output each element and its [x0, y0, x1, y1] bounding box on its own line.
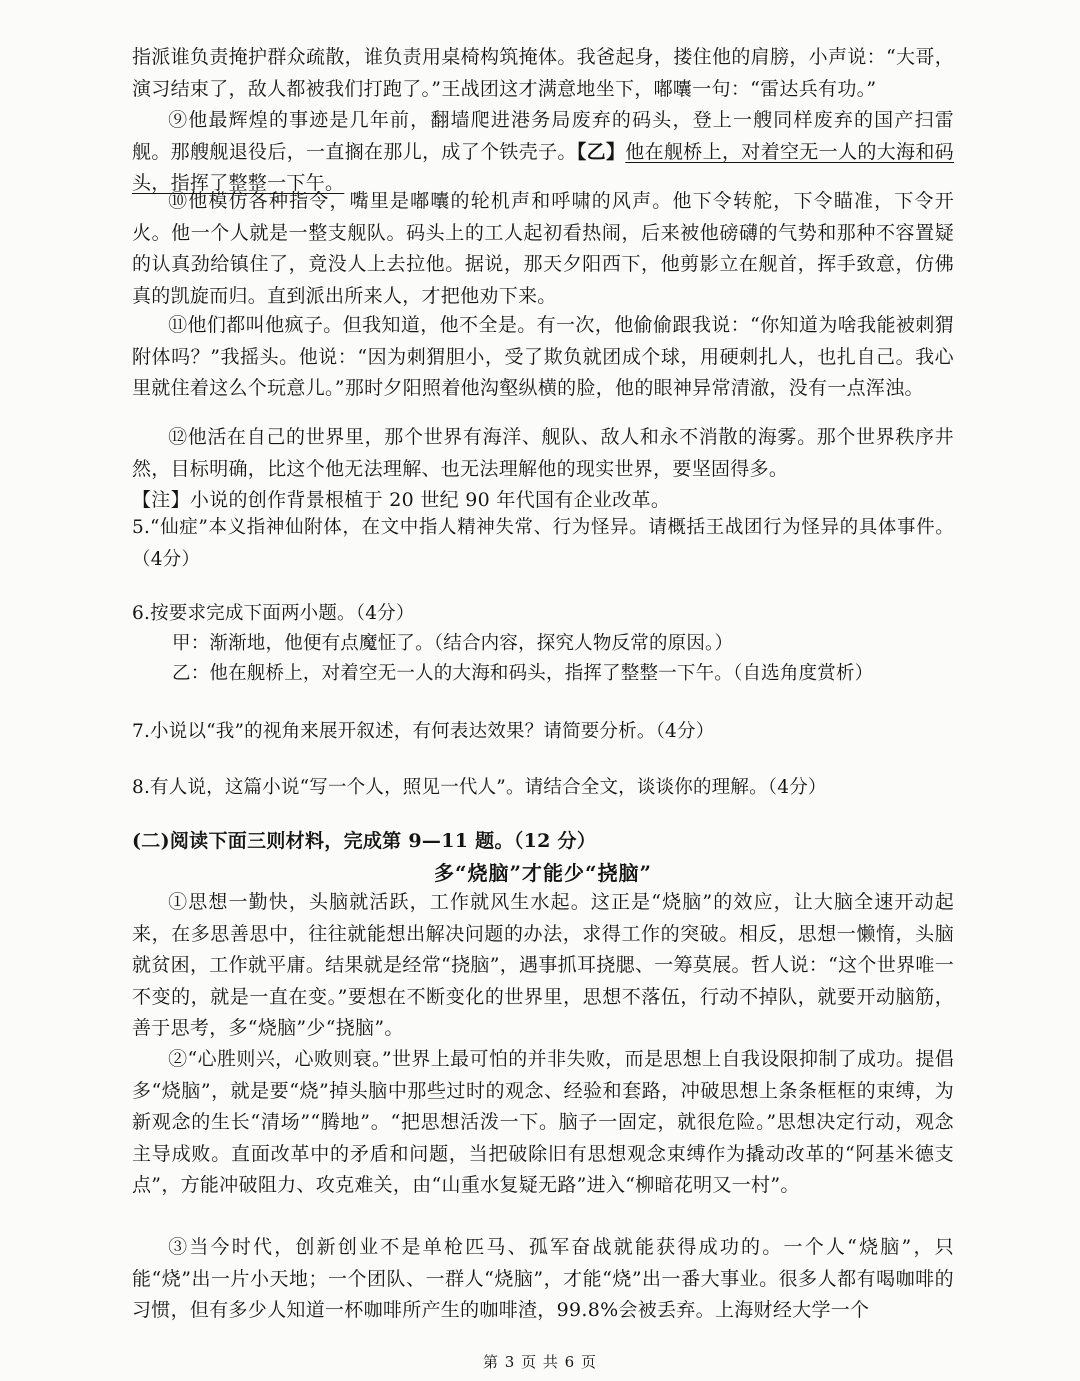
- story-paragraph-10: [132, 186, 954, 312]
- question-6-b: [172, 658, 954, 690]
- question-text: 甲：渐渐地，他便有点魔怔了。（结合内容，探究人物反常的原因。）: [172, 633, 734, 654]
- article-text: ③当今时代，创新创业不是单枪匹马、孤军奋战就能获得成功的。一个人“烧脑”，只能“烧”出一片小天地；一个团队、一群人“烧脑”，才能“烧”出一番大事业。很多人都有喝咖啡的习惯，但有多少人知道一杯咖啡所产生的咖啡渣，99.8%会被丢弃。上海财经大学一个: [132, 1236, 954, 1321]
- question-text: 7.小说以“我”的视角来展开叙述，有何表达效果？请简要分析。（4分）: [132, 721, 715, 742]
- question-6-a: [172, 628, 954, 660]
- article-title: 多“烧脑”才能少“挠脑”: [433, 861, 652, 885]
- note-text: 【注】小说的创作背景根植于 20 世纪 90 年代国有企业改革。: [132, 489, 671, 511]
- question-7: [132, 716, 954, 748]
- story-text: ⑩他模仿各种指令，嘴里是嘟囔的轮机声和呼啸的风声。他下令转舵，下令瞄准，下令开火。他一个人就是一整支舰队。码头上的工人起初看热闹，后来被他磅礴的气势和那种不容置疑的认真劲给镇住了，竟没人上去拉他。据说，那天夕阳西下，他剪影立在舰首，挥手致意，仿佛真的凯旋而归。直到派出所来人，才把他劝下来。: [132, 190, 954, 307]
- question-text: 6.按要求完成下面两小题。（4分）: [132, 603, 415, 624]
- section-2-heading: [132, 826, 954, 858]
- question-6: [132, 598, 954, 630]
- article-paragraph-1: [132, 887, 954, 1045]
- question-text: 8.有人说，这篇小说“写一个人，照见一代人”。请结合全文，谈谈你的理解。（4分）: [132, 777, 827, 798]
- story-text: ⑨他最辉煌的事迹是几年前，翻墙爬进港务局废弃的码头，登上一艘同样废弃的国产扫雷舰。那艘舰退役后，一直搁在那儿，成了个铁壳子。: [132, 109, 954, 163]
- story-text: ⑫他活在自己的世界里，那个世界有海洋、舰队、敌人和永不消散的海雾。那个世界秩序井然，目标明确，比这个他无法理解、也无法理解他的现实世界，要坚固得多。: [132, 426, 954, 480]
- article-text: ①思想一勤快，头脑就活跃，工作就风生水起。这正是“烧脑”的效应，让大脑全速开动起来，在多思善思中，往往就能想出解决问题的办法，求得工作的突破。相反，思想一懒惰，头脑就贫困，工作就平庸。结果就是经常“挠脑”，遇事抓耳挠腮、一筹莫展。哲人说：“这个世界唯一不变的，就是一直在变。”要想在不断变化的世界里，思想不落伍，行动不掉队，就要开动脑筋，善于思考，多“烧脑”少“挠脑”。: [132, 891, 954, 1039]
- story-text: ⑪他们都叫他疯子。但我知道，他不全是。有一次，他偷偷跟我说：“你知道为啥我能被刺猬附体吗？”我摇头。他说：“因为刺猬胆小，受了欺负就团成个球，用硬刺扎人，也扎自己。我心里就住着这么个玩意儿。”那时夕阳照着他沟壑纵横的脸，他的眼神异常清澈，没有一点浑浊。: [132, 314, 954, 399]
- question-8: [132, 772, 954, 804]
- article-paragraph-2: [132, 1044, 954, 1202]
- story-text: 指派谁负责掩护群众疏散，谁负责用桌椅构筑掩体。我爸起身，搂住他的肩膀，小声说：“大哥，演习结束了，敌人都被我们打跑了。”王战团这才满意地坐下，嘟囔一句：“雷达兵有功。”: [132, 46, 954, 100]
- page-footer: 第 3 页 共 6 页: [483, 1353, 597, 1371]
- story-paragraph-11: [132, 310, 954, 405]
- mark-yi: 【乙】: [576, 140, 626, 163]
- question-text: 5.“仙症”本义指神仙附体，在文中指人精神失常、行为怪异。请概括王战团行为怪异的具体事件。（4分）: [132, 517, 954, 570]
- section-heading-text: (二)阅读下面三则材料，完成第 9—11 题。（12 分）: [132, 830, 597, 852]
- question-text: 乙：他在舰桥上，对着空无一人的大海和码头，指挥了整整一下午。（自选角度赏析）: [172, 663, 874, 684]
- story-paragraph-12: [132, 422, 954, 485]
- article-paragraph-3: [132, 1232, 954, 1327]
- question-5: [132, 512, 954, 575]
- story-paragraph-8-end: [132, 42, 954, 105]
- underlined-sentence-yi: 他在舰桥上，对着空无一人的大海和码头，指挥了整整一下午。: [132, 140, 954, 194]
- article-text: ②“心胜则兴，心败则衰。”世界上最可怕的并非失败，而是思想上自我设限抑制了成功。提倡多“烧脑”，就是要“烧”掉头脑中那些过时的观念、经验和套路，冲破思想上条条框框的束缚，为新观念的生长“清场”“腾地”。“把思想活泼一下。脑子一固定，就很危险。”思想决定行动，观念主导成败。直面改革中的矛盾和问题，当把破除旧有思想观念束缚作为撬动改革的“阿基米德支点”，方能冲破阻力、攻克难关，由“山重水复疑无路”进入“柳暗花明又一村”。: [132, 1048, 954, 1196]
